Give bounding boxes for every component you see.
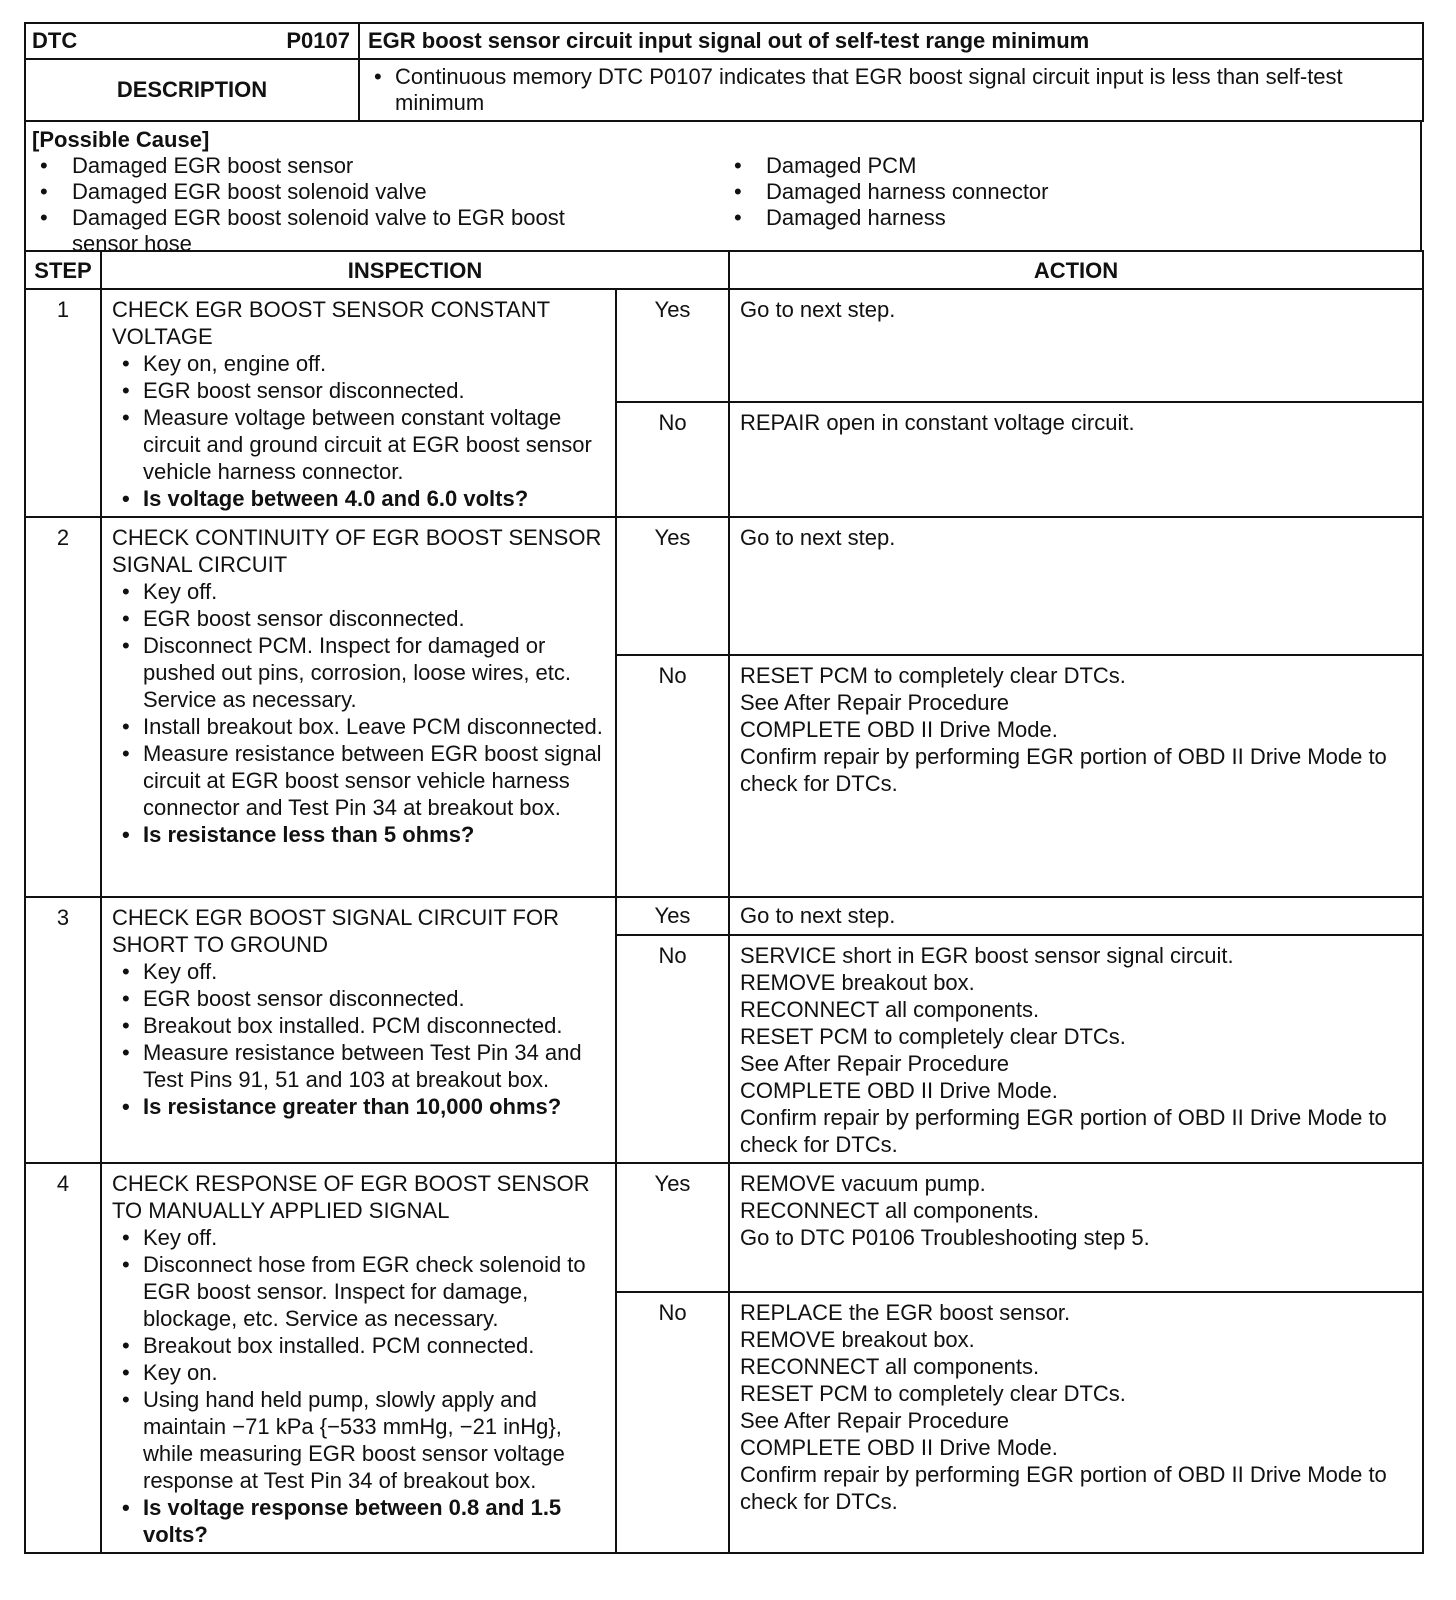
no-label: No	[616, 655, 729, 897]
inspection-bullet: • Disconnect PCM. Inspect for damaged or pushed out pins, corrosion, loose wires, etc. Service as necessary.	[112, 632, 609, 713]
description-text-cell	[359, 59, 1423, 121]
inspection-bullet: • Using hand held pump, slowly apply and maintain −71 kPa {−533 mmHg, −21 inHg}, while measuring EGR boost sensor voltage response at Test Pin 34 of breakout box.	[112, 1386, 609, 1494]
inspection-question: • Is voltage response between 0.8 and 1.5 volts?	[112, 1494, 609, 1548]
action-line: SERVICE short in EGR boost sensor signal circuit.	[740, 943, 1234, 968]
inspection-cell	[101, 517, 616, 897]
action-line: RESET PCM to completely clear DTCs.	[740, 1024, 1126, 1049]
no-label: No	[616, 935, 729, 1163]
action-line: REMOVE breakout box.	[740, 970, 975, 995]
action-line: RECONNECT all components.	[740, 997, 1040, 1022]
inspection-column-header: INSPECTION	[101, 251, 729, 289]
action-line: REPAIR open in constant voltage circuit.	[740, 410, 1135, 436]
action-line: COMPLETE OBD II Drive Mode.	[740, 1078, 1058, 1103]
inspection-question: • Is resistance greater than 10,000 ohms?	[112, 1093, 609, 1120]
yes-label: Yes	[616, 1163, 729, 1292]
step-number: 4	[25, 1163, 101, 1553]
dtc-title-cell	[359, 23, 1423, 59]
description-label-cell	[25, 59, 359, 121]
action-line: See After Repair Procedure	[740, 690, 1010, 715]
action-line: RECONNECT all components.	[740, 1354, 1040, 1380]
inspection-title: CHECK EGR BOOST SENSOR CONSTANT VOLTAGE	[112, 297, 550, 349]
yes-action	[729, 289, 1423, 402]
step-number: 1	[25, 289, 101, 517]
possible-cause-left-list	[32, 153, 628, 257]
inspection-bullet: • EGR boost sensor disconnected.	[112, 377, 609, 404]
possible-cause-section	[24, 122, 1422, 256]
action-line: RESET PCM to completely clear DTCs.	[740, 663, 1126, 688]
step-number: 3	[25, 897, 101, 1163]
inspection-bullet: • Measure resistance between EGR boost signal circuit at EGR boost sensor vehicle harness connector and Test Pin 34 at breakout box.	[112, 740, 609, 821]
dtc-code: P0107	[286, 28, 350, 53]
action-line: Confirm repair by performing EGR portion of OBD II Drive Mode to check for DTCs.	[740, 1462, 1387, 1515]
no-label: No	[616, 1292, 729, 1553]
description-label: DESCRIPTION	[116, 77, 268, 102]
possible-cause-right-list	[726, 153, 1049, 257]
inspection-bullet: • Breakout box installed. PCM connected.	[112, 1332, 609, 1359]
inspection-cell	[101, 1163, 616, 1553]
action-line: Confirm repair by performing EGR portion of OBD II Drive Mode to check for DTCs.	[740, 744, 1387, 796]
cause-item: • Damaged harness connector	[726, 179, 1049, 205]
table-row	[25, 517, 1423, 655]
table-row	[25, 289, 1423, 402]
cause-item: • Damaged PCM	[726, 153, 1049, 179]
steps-table	[24, 250, 1424, 1554]
action-line: Go to next step.	[740, 297, 896, 322]
yes-label: Yes	[616, 289, 729, 402]
no-action	[729, 655, 1423, 897]
inspection-bullet: • Key off.	[112, 958, 609, 985]
dtc-label: DTC	[32, 28, 78, 53]
no-action	[729, 402, 1423, 517]
action-line: COMPLETE OBD II Drive Mode.	[740, 717, 1058, 742]
inspection-title: CHECK EGR BOOST SIGNAL CIRCUIT FOR SHORT TO GROUND	[112, 905, 559, 957]
possible-cause-title: [Possible Cause]	[32, 127, 210, 152]
yes-label: Yes	[616, 897, 729, 935]
inspection-cell	[101, 897, 616, 1163]
action-line: See After Repair Procedure	[740, 1051, 1010, 1076]
yes-action	[729, 1163, 1423, 1292]
table-row	[25, 1163, 1423, 1292]
inspection-question: • Is resistance less than 5 ohms?	[112, 821, 609, 848]
table-row	[25, 897, 1423, 935]
cause-item: • Damaged EGR boost sensor	[32, 153, 628, 179]
inspection-bullet: • Measure voltage between constant voltage circuit and ground circuit at EGR boost sensor vehicle harness connector.	[112, 404, 609, 485]
action-line: Go to next step.	[740, 525, 896, 550]
action-line: COMPLETE OBD II Drive Mode.	[740, 1435, 1058, 1461]
action-line: REMOVE vacuum pump.	[740, 1171, 986, 1196]
inspection-bullet: • Breakout box installed. PCM disconnected.	[112, 1012, 609, 1039]
yes-label: Yes	[616, 517, 729, 655]
inspection-title: CHECK CONTINUITY OF EGR BOOST SENSOR SIGNAL CIRCUIT	[112, 525, 602, 577]
step-number: 2	[25, 517, 101, 897]
inspection-bullet: • Key off.	[112, 1224, 609, 1251]
inspection-title: CHECK RESPONSE OF EGR BOOST SENSOR TO MANUALLY APPLIED SIGNAL	[112, 1171, 590, 1223]
no-action	[729, 935, 1423, 1163]
inspection-cell	[101, 289, 616, 517]
inspection-bullet: • Disconnect hose from EGR check solenoid to EGR boost sensor. Inspect for damage, blockage, etc. Service as necessary.	[112, 1251, 609, 1332]
step-column-header: STEP	[25, 251, 101, 289]
yes-action	[729, 517, 1423, 655]
dtc-code-cell	[25, 23, 359, 59]
action-line: RESET PCM to completely clear DTCs.	[740, 1381, 1126, 1407]
inspection-bullet: • Key on, engine off.	[112, 350, 609, 377]
inspection-bullet: • Install breakout box. Leave PCM disconnected.	[112, 713, 609, 740]
cause-item: • Damaged harness	[726, 205, 1049, 231]
inspection-bullet: • Measure resistance between Test Pin 34 and Test Pins 91, 51 and 103 at breakout box.	[112, 1039, 609, 1093]
cause-item: • Damaged EGR boost solenoid valve to EGR boost sensor hose	[32, 205, 628, 257]
action-line: Confirm repair by performing EGR portion of OBD II Drive Mode to check for DTCs.	[740, 1105, 1387, 1157]
action-line: Go to next step.	[740, 903, 896, 928]
troubleshooting-sheet	[24, 22, 1422, 1554]
action-line: REMOVE breakout box.	[740, 1327, 975, 1353]
inspection-bullet: • EGR boost sensor disconnected.	[112, 985, 609, 1012]
inspection-bullet: • Key on.	[112, 1359, 609, 1386]
action-column-header: ACTION	[729, 251, 1423, 289]
no-action	[729, 1292, 1423, 1553]
action-line: See After Repair Procedure	[740, 1408, 1010, 1434]
dtc-title: EGR boost sensor circuit input signal out of self-test range minimum	[368, 28, 1090, 53]
action-line: RECONNECT all components.	[740, 1198, 1040, 1223]
inspection-question: • Is voltage between 4.0 and 6.0 volts?	[112, 485, 609, 512]
description-text: • Continuous memory DTC P0107 indicates that EGR boost signal circuit input is less than self-test minimum	[364, 64, 1414, 116]
no-label: No	[616, 402, 729, 517]
inspection-bullet: • Key off.	[112, 578, 609, 605]
action-line: Go to DTC P0106 Troubleshooting step 5.	[740, 1225, 1150, 1250]
yes-action	[729, 897, 1423, 935]
action-line: REPLACE the EGR boost sensor.	[740, 1300, 1071, 1326]
inspection-bullet: • EGR boost sensor disconnected.	[112, 605, 609, 632]
dtc-header-table	[24, 22, 1424, 122]
cause-item: • Damaged EGR boost solenoid valve	[32, 179, 628, 205]
